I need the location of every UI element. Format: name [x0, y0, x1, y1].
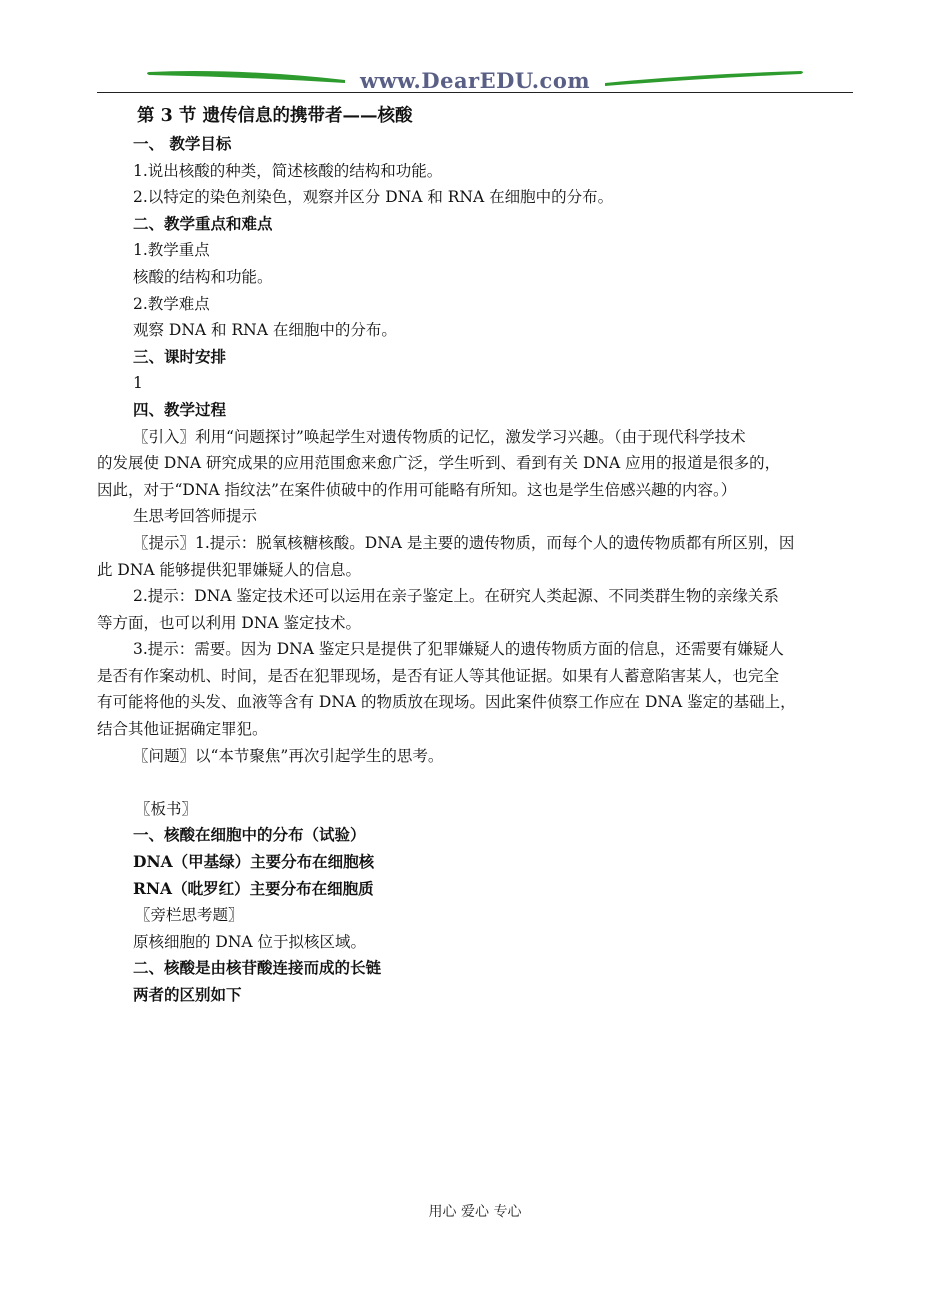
board-heading: 二、核酸是由核苷酸连接而成的长链 [133, 958, 382, 978]
paragraph-line: 的发展使 DNA 研究成果的应用范围愈来愈广泛，学生听到、看到有关 DNA 应用的报道是很多的， [97, 454, 781, 473]
section-heading: 二、教学重点和难点 [133, 213, 273, 233]
section-heading: 四、教学过程 [133, 399, 227, 419]
paragraph-line: 结合其他证据确定罪犯。 [97, 720, 268, 739]
page-footer: 用心 爱心 专心 [428, 1204, 522, 1220]
subheading: 1.教学重点 [133, 241, 210, 260]
paragraph: 〖问题〗以“本节聚焦”再次引起学生的思考。 [133, 746, 444, 765]
paragraph-line: 〖引入〗利用“问题探讨”唤起学生对遗传物质的记忆，激发学习兴趣。（由于现代科学技术 [133, 427, 746, 446]
board-heading: 一、核酸在细胞中的分布（试验） [133, 825, 366, 845]
paragraph-line: 因此，对于“DNA 指纹法”在案件侦破中的作用可能略有所知。这也是学生倍感兴趣的内容。） [97, 480, 737, 499]
paragraph-line: 3.提示：需要。因为 DNA 鉴定只是提供了犯罪嫌疑人的遗传物质方面的信息，还需要有嫌疑人 [133, 640, 784, 659]
paragraph: 观察 DNA 和 RNA 在细胞中的分布。 [133, 321, 397, 340]
page-title: 第 3 节 遗传信息的携带者——核酸 [137, 106, 413, 126]
paragraph: 1 [133, 374, 143, 393]
paragraph-line: 有可能将他的头发、血液等含有 DNA 的物质放在现场。因此案件侦察工作应在 DNA 鉴定的基础上， [97, 693, 796, 712]
board-line: 两者的区别如下 [133, 985, 242, 1004]
paragraph-line: 等方面，也可以利用 DNA 鉴定技术。 [97, 613, 362, 632]
sidebar-question-label: 〖旁栏思考题〗 [135, 906, 244, 925]
paragraph-line: 〖提示〗1.提示：脱氧核糖核酸。DNA 是主要的遗传物质，而每个人的遗传物质都有所区别，因 [133, 533, 795, 552]
header-divider [97, 92, 853, 93]
paragraph: 原核细胞的 DNA 位于拟核区域。 [133, 932, 367, 951]
paragraph: 核酸的结构和功能。 [133, 267, 273, 286]
paragraph-line: 2.提示：DNA 鉴定技术还可以运用在亲子鉴定上。在研究人类起源、不同类群生物的亲缘关系 [133, 587, 779, 606]
board-line: DNA（甲基绿）主要分布在细胞核 [133, 852, 375, 872]
paragraph-line: 此 DNA 能够提供犯罪嫌疑人的信息。 [97, 560, 362, 579]
board-line: RNA（吡罗红）主要分布在细胞质 [133, 878, 374, 898]
paragraph-line: 是否有作案动机、时间，是否在犯罪现场，是否有证人等其他证据。如果有人蓄意陷害某人，也完全 [97, 666, 780, 685]
section-heading: 三、课时安排 [133, 346, 227, 366]
paragraph: 生思考回答师提示 [133, 507, 258, 526]
subheading: 2.教学难点 [133, 294, 210, 313]
paragraph: 1.说出核酸的种类，简述核酸的结构和功能。 [133, 161, 443, 180]
paragraph: 2.以特定的染色剂染色，观察并区分 DNA 和 RNA 在细胞中的分布。 [133, 188, 614, 207]
section-heading: 一、 教学目标 [133, 134, 232, 153]
spacer [97, 769, 857, 796]
document-body [97, 103, 857, 1009]
board-label: 〖板书〗 [135, 799, 198, 818]
site-logo[interactable]: www.DearEDU.com [359, 68, 591, 93]
